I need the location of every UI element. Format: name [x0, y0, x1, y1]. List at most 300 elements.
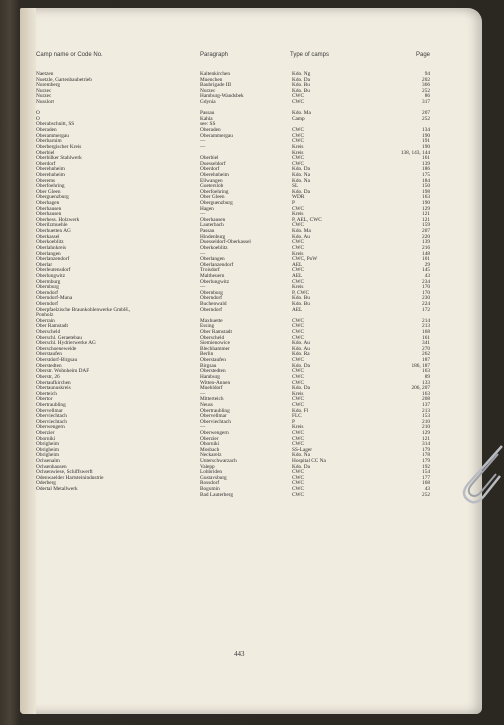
- paragraph-cell: Witten-Annen: [200, 379, 231, 386]
- camp-name: Oberstedten: [36, 362, 62, 369]
- paragraph-cell: Neuss: [200, 401, 213, 408]
- paragraph-cell: Unterschwarzach: [200, 458, 237, 465]
- page-ref: 207: [422, 110, 430, 117]
- paragraph-cell: Duesseldorf-Oberkassel: [200, 239, 251, 246]
- paragraph-cell: Oberstaufen: [200, 357, 226, 364]
- page-ref: 184: [422, 177, 430, 184]
- camp-name: Oberbergischer Kreis: [36, 143, 82, 150]
- camp-type: CWC: [292, 329, 305, 336]
- camp-name: Odertal Metallwerk: [36, 486, 78, 493]
- camp-type: CWC: [292, 491, 305, 498]
- paragraph-cell: Oberstedten: [200, 368, 226, 375]
- camp-type: CWC: [292, 239, 305, 246]
- camp-type: AEL: [292, 261, 303, 268]
- paragraph-cell: Oberlangen: [200, 256, 225, 263]
- paragraph-cell: Valepp: [200, 463, 215, 470]
- camp-type: CWC: [292, 486, 305, 493]
- camp-type: P, AEL, CWC: [292, 216, 322, 223]
- camp-type: Kdo. Na: [292, 177, 310, 184]
- page-ref: 208: [422, 396, 430, 403]
- camp-type: CWC: [292, 401, 305, 408]
- paragraph-cell: Oberlungwitz: [200, 278, 230, 285]
- paragraph-cell: Oberaden: [200, 127, 221, 134]
- page-ref: 170: [422, 289, 430, 296]
- camp-type: CWC: [292, 99, 305, 106]
- page-ref: 234: [422, 278, 430, 285]
- camp-type: SL: [292, 183, 299, 190]
- camp-type: Kdo. Na: [292, 452, 310, 459]
- page-ref: 190: [422, 143, 430, 150]
- page-ref: 153: [422, 413, 430, 420]
- paragraph-cell: see: SS: [200, 121, 216, 128]
- paragraph-cell: Buchenwald: [200, 300, 227, 307]
- page-ref: 134: [422, 127, 430, 134]
- camp-type: CWC: [292, 93, 305, 100]
- paragraph-cell: Oberndorf: [200, 306, 223, 313]
- paragraph-cell: Oberkoeblitz: [200, 244, 228, 251]
- camp-name: Oberammergau: [36, 132, 69, 139]
- camp-type: CWC, PoW: [292, 256, 318, 263]
- paragraph-cell: Oberscheld: [200, 334, 225, 341]
- paragraph-cell: Lauterbach: [200, 222, 224, 229]
- camp-name: Oberscheld: [36, 329, 61, 336]
- camp-type: Kdo. Da: [292, 463, 310, 470]
- camp-name: Oberehnheim: [36, 166, 65, 173]
- camp-name: Oberzier: [36, 430, 55, 436]
- camp-name: Oberlar: [36, 261, 53, 268]
- camp-type: Kreis: [292, 250, 304, 257]
- camp-name: Nurzec: [36, 87, 52, 94]
- camp-name: Obertaufkirchen: [36, 379, 71, 386]
- paragraph-cell: Oberguenzburg: [200, 200, 233, 207]
- camp-name: Obertaunuskreis: [36, 385, 71, 392]
- page-ref: 133: [422, 379, 430, 386]
- camp-type: P, CWC: [292, 289, 310, 296]
- camp-name: Nuremberg: [36, 82, 61, 89]
- camp-name: Oberleutensdorf: [36, 267, 71, 274]
- paragraph-cell: Oberlanzendorf: [200, 261, 234, 268]
- camp-name: Obrigheim: [36, 441, 59, 448]
- page-number: 443: [234, 650, 245, 658]
- page-ref: 179: [422, 458, 430, 465]
- camp-name: Oberndorf: [36, 289, 59, 296]
- page-ref: 190: [422, 200, 430, 207]
- page-ref: 230: [422, 295, 430, 302]
- page-ref: 121: [422, 211, 430, 218]
- page-ref: 89: [424, 373, 430, 380]
- page-ref: 139: [422, 239, 430, 246]
- page-ref: 178: [422, 452, 430, 459]
- camp-name: Oberfoehring: [36, 183, 65, 190]
- page-ref: 179: [422, 446, 430, 453]
- page-ref: 206, 207: [411, 385, 430, 392]
- page-ref: 172: [422, 306, 430, 313]
- camp-type: Kreis: [292, 390, 304, 397]
- page-ref: 213: [422, 323, 430, 330]
- camp-name: Oberschoeneweide: [36, 345, 77, 352]
- camp-type: CWC: [292, 132, 305, 139]
- camp-type: Camp: [292, 115, 305, 122]
- page-ref: 216: [422, 244, 430, 251]
- camp-name: Oberhausen: [36, 211, 62, 218]
- camp-type: SS-Lager: [292, 446, 313, 453]
- paragraph-cell: Oberhausen: [200, 216, 226, 223]
- camp-name: Obernburg: [36, 284, 59, 291]
- camp-name: Nuetzle, Gartenbaubetrieb: [36, 76, 92, 83]
- page-ref: 129: [422, 430, 430, 436]
- camp-name: Oberilzmuehle: [36, 222, 68, 229]
- camp-type: CWC: [292, 138, 305, 145]
- page-ref: 163: [422, 368, 430, 375]
- camp-name: Obermburg: [36, 278, 61, 285]
- paragraph-cell: —: [200, 211, 206, 218]
- camp-name: O: [36, 110, 40, 117]
- page-ref: 101: [422, 256, 430, 263]
- paragraph-cell: —: [200, 250, 206, 257]
- paragraph-cell: Rossdorf: [200, 480, 220, 487]
- page-ref: 163: [422, 390, 430, 397]
- camp-type: Kdo. Ma: [292, 110, 311, 117]
- camp-name: Oberviechtach: [36, 413, 67, 420]
- paragraph-cell: Ellwangen: [200, 177, 223, 184]
- page-ref: 43: [424, 486, 430, 493]
- camp-name: Oberhuetten AG: [36, 228, 71, 235]
- page-ref: 198: [422, 188, 430, 195]
- page-ref: 145: [422, 267, 430, 274]
- camp-type: Kdo. Da: [292, 385, 310, 392]
- paragraph-cell: Berlin: [200, 351, 214, 358]
- camp-type: Kdo. Fl: [292, 407, 309, 414]
- camp-name: Oberrain: [36, 317, 55, 324]
- camp-type: Kdo. Bu: [292, 295, 310, 302]
- camp-type: Kdo. Da: [292, 166, 310, 173]
- paragraph-cell: —: [200, 143, 206, 150]
- camp-name: Oberkassel: [36, 233, 60, 240]
- camp-type: Kdo. Bu: [292, 82, 310, 89]
- page-ref: 191: [422, 138, 430, 145]
- camp-name: Oberkoeblitz: [36, 239, 64, 246]
- paragraph-cell: Hamburg-Wandsbek: [200, 93, 244, 100]
- camp-name: Oberschl. Geraetebau: [36, 334, 82, 341]
- page-ref: 163: [422, 194, 430, 201]
- camp-type: CWC: [292, 368, 305, 375]
- page-ref: 94: [424, 71, 430, 77]
- paragraph-cell: Blechhammer: [200, 345, 230, 352]
- paragraph-cell: Oberwengern: [200, 430, 229, 436]
- paragraph-cell: Obertraubling: [200, 407, 230, 414]
- camp-type: CWC: [292, 127, 305, 134]
- camp-name: Oberbarnim: [36, 138, 62, 145]
- page-ref: 262: [422, 351, 430, 358]
- camp-name: Oberlangen: [36, 250, 61, 257]
- camp-name: Naetzen: [36, 71, 54, 77]
- camp-name: Ochsenalm: [36, 458, 60, 465]
- paragraph-cell: Gustavsburg: [200, 474, 227, 481]
- page-ref: 175: [422, 171, 430, 178]
- paragraph-cell: Essing: [200, 323, 215, 330]
- camp-type: P: [292, 418, 295, 425]
- camp-name: Oberlanzendorf: [36, 256, 70, 263]
- paragraph-cell: Gdynia: [200, 99, 216, 106]
- camp-type: CWC: [292, 357, 305, 364]
- paragraph-cell: Oborniki: [200, 441, 220, 448]
- page-ref: 159: [422, 222, 430, 229]
- camp-type: Kreis: [292, 149, 304, 156]
- page-ref: 161: [422, 334, 430, 341]
- camp-name: Obertraubling: [36, 401, 66, 408]
- camp-type: Hospital CC Na: [292, 458, 326, 465]
- camp-type: CWC: [292, 396, 305, 403]
- page-ref: 207: [422, 228, 430, 235]
- camp-type: CWC: [292, 278, 305, 285]
- paragraph-cell: Baubrigade III: [200, 82, 232, 89]
- page-ref: 161: [422, 155, 430, 162]
- camp-type: Kdo. Ma: [292, 228, 311, 235]
- paragraph-cell: Mitterteich: [200, 396, 224, 403]
- page-ref: 314: [422, 441, 430, 448]
- paragraph-cell: Oberammergau: [200, 132, 233, 139]
- page-ref: 317: [422, 99, 430, 106]
- camp-type: CWC: [292, 373, 305, 380]
- camp-type: CWC: [292, 205, 305, 212]
- camp-list: [20, 72, 482, 498]
- page-ref: 129: [422, 205, 430, 212]
- paragraph-cell: Oberndorf: [200, 295, 223, 302]
- paragraph-cell: Oberdorf: [200, 166, 220, 173]
- camp-name: Oberhagen: [36, 200, 60, 207]
- column-header-name: Camp name or Code No.: [36, 52, 103, 58]
- camp-name: Oberems: [36, 177, 56, 184]
- camp-name: Ponholz: [36, 312, 54, 319]
- camp-name: Oberaden: [36, 127, 57, 134]
- book-page: [20, 8, 482, 714]
- camp-type: Kdo. Ng: [292, 71, 311, 77]
- page-ref: 170: [422, 284, 430, 291]
- camp-name: Oberguenzburg: [36, 194, 69, 201]
- camp-type: Kdo. Bu: [292, 300, 310, 307]
- camp-name: Oberstaufen: [36, 351, 62, 358]
- paragraph-cell: Passau: [200, 228, 215, 235]
- camp-name: Oberbiel: [36, 149, 55, 156]
- page-ref: 168: [422, 480, 430, 487]
- camp-name: Oderberg: [36, 480, 56, 487]
- paragraph-cell: Kaltenkirchen: [200, 71, 231, 77]
- camp-type: CWC: [292, 441, 305, 448]
- page-ref: 121: [422, 435, 430, 442]
- page-ref: 270: [422, 345, 430, 352]
- camp-name: Oborniki: [36, 435, 56, 442]
- paragraph-cell: Oberbiel: [200, 155, 219, 162]
- page-ref: 137: [422, 401, 430, 408]
- camp-name: Oberstr. Wohnheim DAF: [36, 368, 90, 375]
- paragraph-cell: Hagen: [200, 205, 214, 212]
- paragraph-cell: Passau: [200, 110, 215, 117]
- column-header-page: Page: [416, 52, 431, 58]
- paragraph-cell: Oberviechtach: [200, 418, 231, 425]
- camp-type: CWC: [292, 474, 305, 481]
- page-ref: 224: [422, 300, 430, 307]
- paragraph-cell: Ober Gleen: [200, 194, 225, 201]
- camp-name: Nusslort: [36, 99, 54, 106]
- paragraph-cell: Bogumin: [200, 486, 220, 493]
- paragraph-cell: Ober Ramstadt: [200, 329, 232, 336]
- camp-name: Oberlahnkreis: [36, 244, 67, 251]
- page-ref: 139: [422, 160, 430, 167]
- paragraph-cell: Obervellmar: [200, 413, 227, 420]
- page-ref: 154: [422, 469, 430, 476]
- page-ref: 210: [422, 418, 430, 425]
- page-ref: 341: [422, 340, 430, 347]
- paragraph-cell: Neckarelz: [200, 452, 222, 459]
- camp-type: Kdo. Au: [292, 233, 310, 240]
- camp-name: Oberschl. Hydrierwerke AG: [36, 340, 96, 347]
- camp-type: Kdo. Da: [292, 362, 310, 369]
- camp-name: Oberstr, 26: [36, 373, 60, 380]
- page-ref: 177: [422, 474, 430, 481]
- camp-name: Ochsenwiese, Schiffswerft: [36, 469, 93, 476]
- camp-type: CWC: [292, 267, 305, 274]
- camp-type: Kdo. Bu: [292, 87, 310, 94]
- camp-name: Obrigheim: [36, 446, 59, 453]
- page-ref: 252: [422, 491, 430, 498]
- paragraph-cell: Muenchen: [200, 76, 223, 83]
- paragraph-cell: Gueterslob: [200, 183, 224, 190]
- camp-type: CWC: [292, 244, 305, 251]
- camp-name: Obervellmar: [36, 407, 63, 414]
- paragraph-cell: Troisdorf: [200, 267, 220, 274]
- camp-name: Nurzec: [36, 93, 52, 100]
- page-ref: 202: [422, 76, 430, 83]
- camp-name: Oberbilker Stahlwerk: [36, 155, 82, 162]
- camp-type: WDR: [292, 194, 305, 201]
- camp-type: Kdo. Ra: [292, 351, 310, 358]
- camp-name: Oberpfaelzische Braunkohlenwerke GmbH.,: [36, 306, 131, 313]
- page-ref: 220: [422, 233, 430, 240]
- camp-type: Kdo. Da: [292, 76, 310, 83]
- camp-type: Kdo. Da: [292, 188, 310, 195]
- camp-type: AEL: [292, 272, 303, 279]
- camp-name: Oberteich: [36, 390, 57, 397]
- paragraph-cell: Birgsau: [200, 362, 217, 369]
- camp-type: CWC: [292, 334, 305, 341]
- paragraph-cell: Hamburg: [200, 373, 220, 380]
- camp-name: Oberdorf: [36, 160, 56, 167]
- paragraph-cell: Maxhuette: [200, 317, 223, 324]
- camp-type: CWC: [292, 469, 305, 476]
- table-row: [20, 493, 482, 499]
- camp-name: Ober Ramstadt: [36, 323, 68, 330]
- paragraph-cell: —: [200, 138, 206, 145]
- page-ref: 252: [422, 87, 430, 94]
- paragraph-cell: Hindenburg: [200, 233, 226, 240]
- page-ref: 186, 187: [411, 362, 430, 369]
- camp-type: P: [292, 200, 295, 207]
- camp-name: Oberhausen: [36, 205, 62, 212]
- page-ref: 190: [422, 132, 430, 139]
- page-ref: 252: [422, 115, 430, 122]
- paragraph-cell: —: [200, 424, 206, 431]
- camp-name: Oberhess. Holzwerk: [36, 216, 80, 223]
- paragraph-cell: Bad Lauterberg: [200, 491, 233, 498]
- page-ref: 213: [422, 407, 430, 414]
- paragraph-cell: Nurzec: [200, 87, 216, 94]
- camp-type: FLC: [292, 413, 302, 420]
- camp-name: Oberstdorf-Birgsau: [36, 357, 78, 364]
- paragraph-cell: Oberzier: [200, 435, 219, 442]
- camp-name: Oberndorf-Muna: [36, 295, 73, 302]
- paragraph-cell: Maltheuern: [200, 272, 225, 279]
- camp-type: CWC: [292, 160, 305, 167]
- camp-type: Kreis: [292, 284, 304, 291]
- page-ref: 187: [422, 357, 430, 364]
- page-ref: 148: [422, 250, 430, 257]
- page-ref: 168: [422, 329, 430, 336]
- camp-type: CWC: [292, 379, 305, 386]
- page-ref: 29: [424, 261, 430, 268]
- page-ref: 186: [422, 166, 430, 173]
- camp-type: CWC: [292, 222, 305, 229]
- camp-type: Kdo. Au: [292, 340, 310, 347]
- page-ref: 210: [422, 424, 430, 431]
- paper-clip-icon: [454, 440, 504, 520]
- paragraph-cell: Obernburg: [200, 289, 223, 296]
- camp-type: Kdo. Au: [292, 345, 310, 352]
- camp-name: Oberabschnitt, SS: [36, 121, 75, 128]
- paragraph-cell: Muehldorf: [200, 385, 223, 392]
- camp-name: Ober Gleen: [36, 188, 61, 195]
- paragraph-cell: Oberehnheim: [200, 171, 229, 178]
- paragraph-cell: Siemienowice: [200, 340, 231, 347]
- page-ref: 150: [422, 183, 430, 190]
- camp-name: Oberlungwitz: [36, 272, 66, 279]
- paragraph-cell: Oberfoehring: [200, 188, 229, 195]
- column-header-type: Type of camps: [290, 52, 330, 58]
- column-header-paragraph: Paragraph: [200, 52, 229, 58]
- camp-name: Oberndorf: [36, 300, 59, 307]
- camp-type: Kreis: [292, 143, 304, 150]
- camp-type: CWC: [292, 155, 305, 162]
- page-ref: 214: [422, 317, 430, 324]
- camp-name: Oberehnheim: [36, 171, 65, 178]
- camp-name: Odenwaelder Hartsteinindustrie: [36, 474, 104, 481]
- camp-name: O: [36, 115, 40, 122]
- paragraph-cell: Kahla: [200, 115, 213, 122]
- page-ref: 121: [422, 216, 430, 223]
- camp-name: Obertor: [36, 396, 53, 403]
- camp-type: AEL: [292, 306, 303, 313]
- camp-name: Oberviechtach: [36, 418, 67, 425]
- camp-type: Kreis: [292, 211, 304, 218]
- camp-type: CWC: [292, 430, 305, 436]
- camp-type: Kdo. Na: [292, 171, 310, 178]
- page-ref: 192: [422, 463, 430, 470]
- camp-type: Kreis: [292, 424, 304, 431]
- camp-type: CWC: [292, 317, 305, 324]
- paragraph-cell: —: [200, 284, 206, 291]
- camp-type: CWC: [292, 435, 305, 442]
- camp-name: Obrigheim: [36, 452, 59, 459]
- paragraph-cell: Duesseldorf: [200, 160, 226, 167]
- camp-name: Oberwengern: [36, 424, 65, 431]
- page-ref: 138, 143, 144: [400, 149, 430, 156]
- page-ref: 43: [424, 272, 430, 279]
- page-ref: 366: [422, 82, 430, 89]
- paragraph-cell: Lohbriden: [200, 469, 223, 476]
- camp-type: CWC: [292, 323, 305, 330]
- paragraph-cell: —: [200, 390, 206, 397]
- paragraph-cell: Mosbach: [200, 446, 220, 453]
- camp-type: CWC: [292, 480, 305, 487]
